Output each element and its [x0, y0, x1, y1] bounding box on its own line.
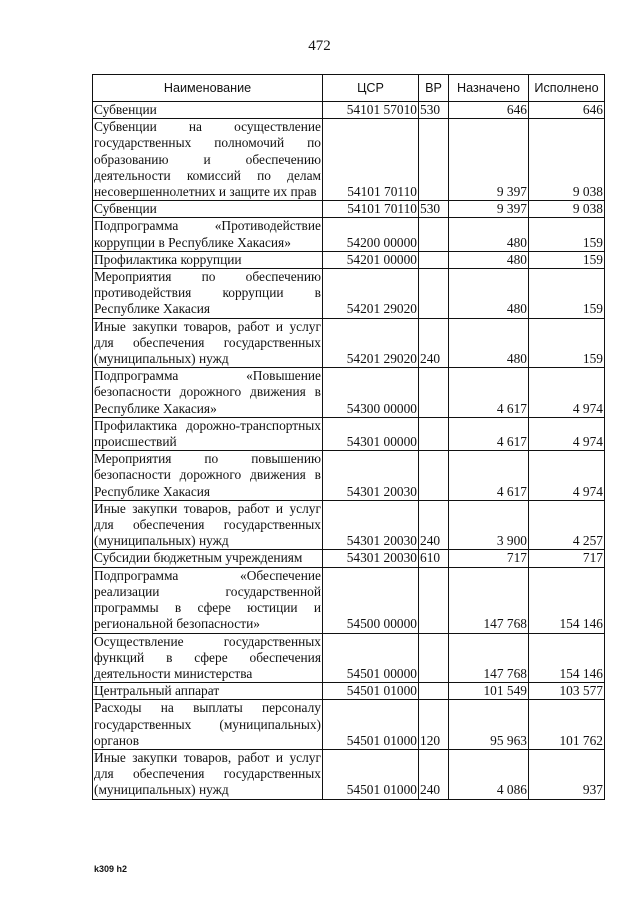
row-csr: 54501 01000	[323, 700, 419, 750]
table-row	[93, 500, 605, 550]
table-row	[93, 119, 605, 201]
row-executed: 159	[529, 318, 605, 368]
row-executed: 937	[529, 749, 605, 799]
row-vr	[419, 218, 449, 251]
table-row	[93, 318, 605, 368]
row-csr: 54101 57010	[323, 102, 419, 119]
row-assigned: 480	[449, 269, 529, 319]
row-vr: 240	[419, 749, 449, 799]
row-name: Мероприятия по повышению безопасности дорожного движения в Республике Хакасия	[94, 451, 321, 499]
row-assigned: 480	[449, 318, 529, 368]
row-assigned: 3 900	[449, 500, 529, 550]
row-csr: 54501 00000	[323, 633, 419, 683]
row-csr: 54101 70110	[323, 119, 419, 201]
row-vr: 240	[419, 500, 449, 550]
row-executed: 4 257	[529, 500, 605, 550]
row-name: Мероприятия по обеспечению противодействия коррупции в Республике Хакасия	[94, 269, 321, 317]
table-row	[93, 700, 605, 750]
table-row	[93, 218, 605, 251]
row-csr: 54101 70110	[323, 201, 419, 218]
table-row	[93, 201, 605, 218]
row-executed: 101 762	[529, 700, 605, 750]
row-executed: 9 038	[529, 201, 605, 218]
row-vr: 610	[419, 550, 449, 567]
row-vr	[419, 683, 449, 700]
row-vr: 530	[419, 102, 449, 119]
table-body	[93, 102, 605, 800]
table-header-row	[93, 75, 605, 102]
row-assigned: 646	[449, 102, 529, 119]
table-row	[93, 251, 605, 268]
row-name: Подпрограмма «Противодействие коррупции в Республике Хакасия»	[94, 218, 321, 250]
row-csr: 54301 20030	[323, 500, 419, 550]
row-assigned: 101 549	[449, 683, 529, 700]
row-assigned: 9 397	[449, 201, 529, 218]
row-assigned: 4 086	[449, 749, 529, 799]
row-assigned: 147 768	[449, 633, 529, 683]
row-vr: 530	[419, 201, 449, 218]
row-assigned: 480	[449, 218, 529, 251]
row-assigned: 4 617	[449, 451, 529, 501]
row-executed: 4 974	[529, 417, 605, 450]
row-assigned: 480	[449, 251, 529, 268]
row-vr	[419, 368, 449, 418]
row-assigned: 717	[449, 550, 529, 567]
table-row	[93, 550, 605, 567]
budget-table	[92, 74, 605, 800]
row-executed: 154 146	[529, 633, 605, 683]
row-csr: 54201 29020	[323, 318, 419, 368]
row-name: Иные закупки товаров, работ и услуг для обеспечения государственных (муниципальных) нужд	[94, 749, 321, 798]
header-csr: ЦСР	[323, 75, 419, 102]
row-name: Профилактика коррупции	[93, 251, 323, 268]
row-executed: 159	[529, 269, 605, 319]
row-assigned: 9 397	[449, 119, 529, 201]
row-csr: 54301 20030	[323, 550, 419, 567]
row-vr	[419, 567, 449, 633]
row-csr: 54300 00000	[323, 368, 419, 418]
row-executed: 4 974	[529, 451, 605, 501]
table-row	[93, 683, 605, 700]
row-csr: 54200 00000	[323, 218, 419, 251]
row-executed: 646	[529, 102, 605, 119]
table-row	[93, 633, 605, 683]
table-row	[93, 417, 605, 450]
header-name: Наименование	[93, 75, 323, 102]
row-assigned: 4 617	[449, 417, 529, 450]
row-vr	[419, 451, 449, 501]
table-row	[93, 451, 605, 501]
row-assigned: 95 963	[449, 700, 529, 750]
row-vr	[419, 251, 449, 268]
row-name: Иные закупки товаров, работ и услуг для обеспечения государственных (муниципальных) нужд	[94, 500, 321, 549]
row-name: Субсидии бюджетным учреждениям	[93, 550, 323, 567]
row-name: Субвенции на осуществление государственных полномочий по образованию и обеспечению деятельности комиссий по делам несовершеннолетних и защите их прав	[94, 119, 321, 200]
row-assigned: 147 768	[449, 567, 529, 633]
row-csr: 54201 00000	[323, 251, 419, 268]
row-vr	[419, 269, 449, 319]
row-executed: 159	[529, 218, 605, 251]
row-csr: 54501 01000	[323, 683, 419, 700]
row-csr: 54301 00000	[323, 417, 419, 450]
row-csr: 54201 29020	[323, 269, 419, 319]
row-vr: 120	[419, 700, 449, 750]
row-name: Профилактика дорожно-транспортных происшествий	[94, 417, 321, 450]
row-vr	[419, 417, 449, 450]
row-name: Подпрограмма «Повышение безопасности дорожного движения в Республике Хакасия»	[94, 368, 321, 416]
header-executed: Исполнено	[529, 75, 605, 102]
table-row	[93, 368, 605, 418]
row-executed: 4 974	[529, 368, 605, 418]
row-name: Расходы на выплаты персоналу государственных (муниципальных) органов	[94, 700, 321, 748]
footer-code: k309 h2	[94, 864, 128, 874]
row-csr: 54301 20030	[323, 451, 419, 501]
row-vr: 240	[419, 318, 449, 368]
row-vr	[419, 633, 449, 683]
row-name: Иные закупки товаров, работ и услуг для обеспечения государственных (муниципальных) нужд	[94, 318, 321, 367]
header-vr: ВР	[419, 75, 449, 102]
row-assigned: 4 617	[449, 368, 529, 418]
table-row	[93, 102, 605, 119]
table-row	[93, 749, 605, 799]
row-executed: 103 577	[529, 683, 605, 700]
row-executed: 159	[529, 251, 605, 268]
row-name: Центральный аппарат	[93, 683, 323, 700]
row-name: Субвенции	[93, 102, 323, 119]
row-name: Подпрограмма «Обеспечение реализации государственной программы в сфере юстиции и региональной безопасности»	[94, 567, 321, 632]
row-vr	[419, 119, 449, 201]
table-row	[93, 567, 605, 633]
row-csr: 54501 01000	[323, 749, 419, 799]
row-name: Осуществление государственных функций в сфере обеспечения деятельности министерства	[94, 633, 321, 681]
table-row	[93, 269, 605, 319]
row-executed: 717	[529, 550, 605, 567]
row-executed: 154 146	[529, 567, 605, 633]
row-name: Субвенции	[93, 201, 323, 218]
row-csr: 54500 00000	[323, 567, 419, 633]
header-assigned: Назначено	[449, 75, 529, 102]
page-number: 472	[308, 38, 331, 54]
row-executed: 9 038	[529, 119, 605, 201]
